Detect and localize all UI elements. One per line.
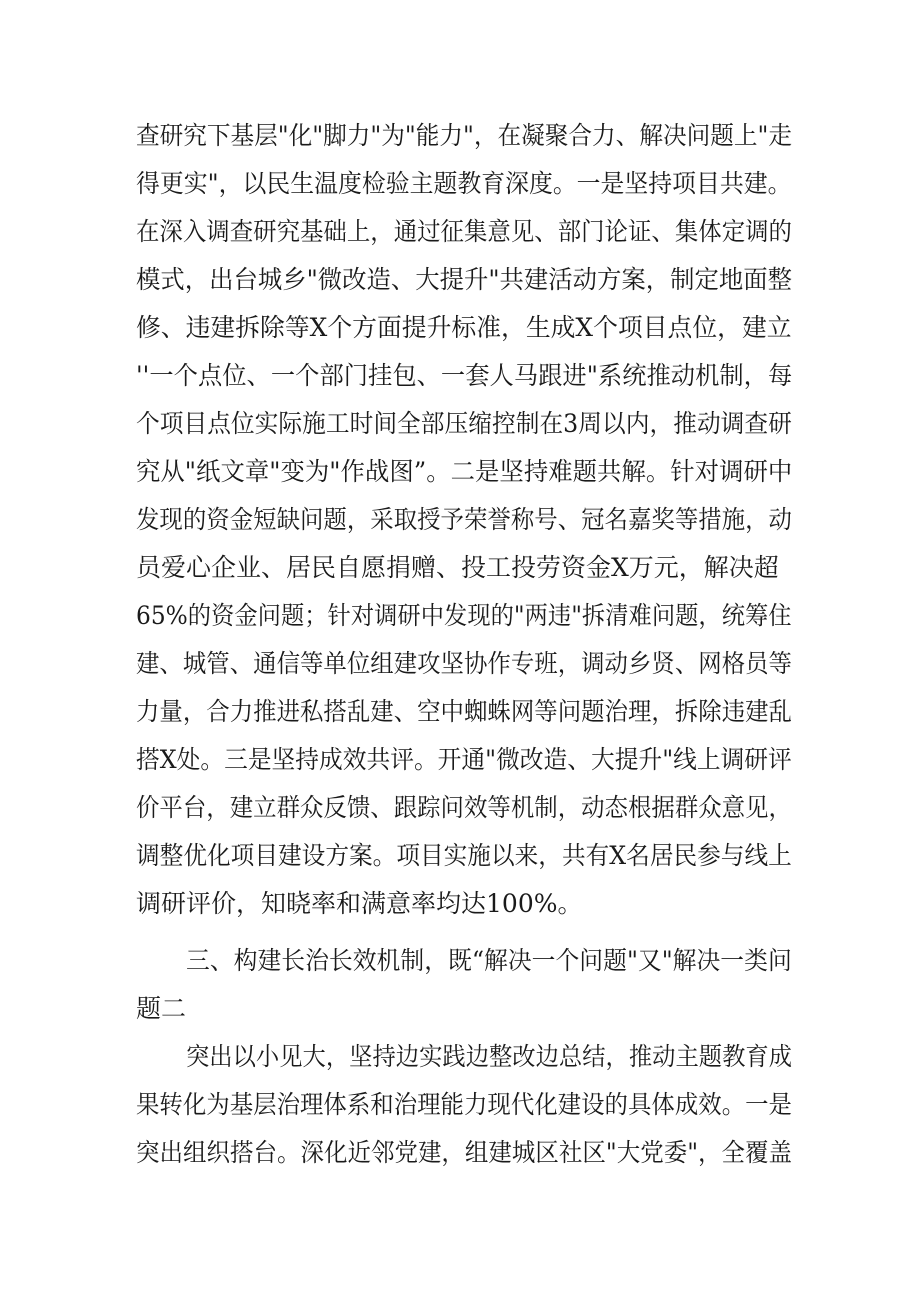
paragraph-line: 个项目点位实际施工时间全部压缩控制在3周以内，推动调查研 [136, 409, 792, 438]
section-heading-line: 题二 [136, 994, 187, 1023]
paragraph-line: 搭X处。三是坚持成效共评。开通"微改造、大提升"线上调研评 [136, 745, 792, 774]
paragraph-line: 在深入调查研究基础上，通过征集意见、部门论证、集体定调的 [136, 217, 792, 246]
paragraph-line: 价平台，建立群众反馈、跟踪问效等机制，动态根据群众意见， [136, 793, 792, 822]
paragraph-line: ''一个点位、一个部门挂包、一套人马跟进"系统推动机制，每 [136, 361, 793, 390]
paragraph-line: 突出以小见大，坚持边实践边整改边总结，推动主题教育成 [186, 1042, 793, 1071]
paragraph-line: 果转化为基层治理体系和治理能力现代化建设的具体成效。一是 [136, 1090, 792, 1119]
section-heading-line: 三、构建长治长效机制，既“解决一个问题"又"解决一类问 [186, 946, 792, 975]
paragraph-line: 究从"纸文章"变为"作战图”。二是坚持难题共解。针对调研中 [136, 457, 793, 486]
paragraph-line: 力量，合力推进私搭乱建、空中蜘蛛网等问题治理，拆除违建乱 [136, 697, 792, 726]
paragraph-line: 查研究下基层"化"脚力"为"能力"，在凝聚合力、解决问题上"走 [136, 121, 792, 150]
paragraph-line: 调整优化项目建设方案。项目实施以来，共有X名居民参与线上 [136, 841, 792, 870]
paragraph-line: 模式，出台城乡"微改造、大提升"共建活动方案，制定地面整 [136, 265, 792, 294]
paragraph-line: 建、城管、通信等单位组建攻坚协作专班，调动乡贤、网格员等 [136, 649, 792, 678]
paragraph-line: 65%的资金问题；针对调研中发现的"两违"拆清难问题，统筹住 [136, 601, 792, 630]
paragraph-line: 发现的资金短缺问题，采取授予荣誉称号、冠名嘉奖等措施，动 [136, 505, 792, 534]
paragraph-line: 得更实"，以民生温度检验主题教育深度。一是坚持项目共建。 [136, 169, 792, 198]
paragraph-line: 修、违建拆除等X个方面提升标准，生成X个项目点位，建立 [136, 313, 792, 342]
paragraph-line: 员爱心企业、居民自愿捐赠、投工投劳资金X万元，解决超 [136, 553, 779, 582]
paragraph-line: 调研评价，知晓率和满意率均达100%。 [136, 889, 583, 918]
paragraph-line: 突出组织搭台。深化近邻党建，组建城区社区"大党委"，全覆盖 [136, 1138, 792, 1167]
